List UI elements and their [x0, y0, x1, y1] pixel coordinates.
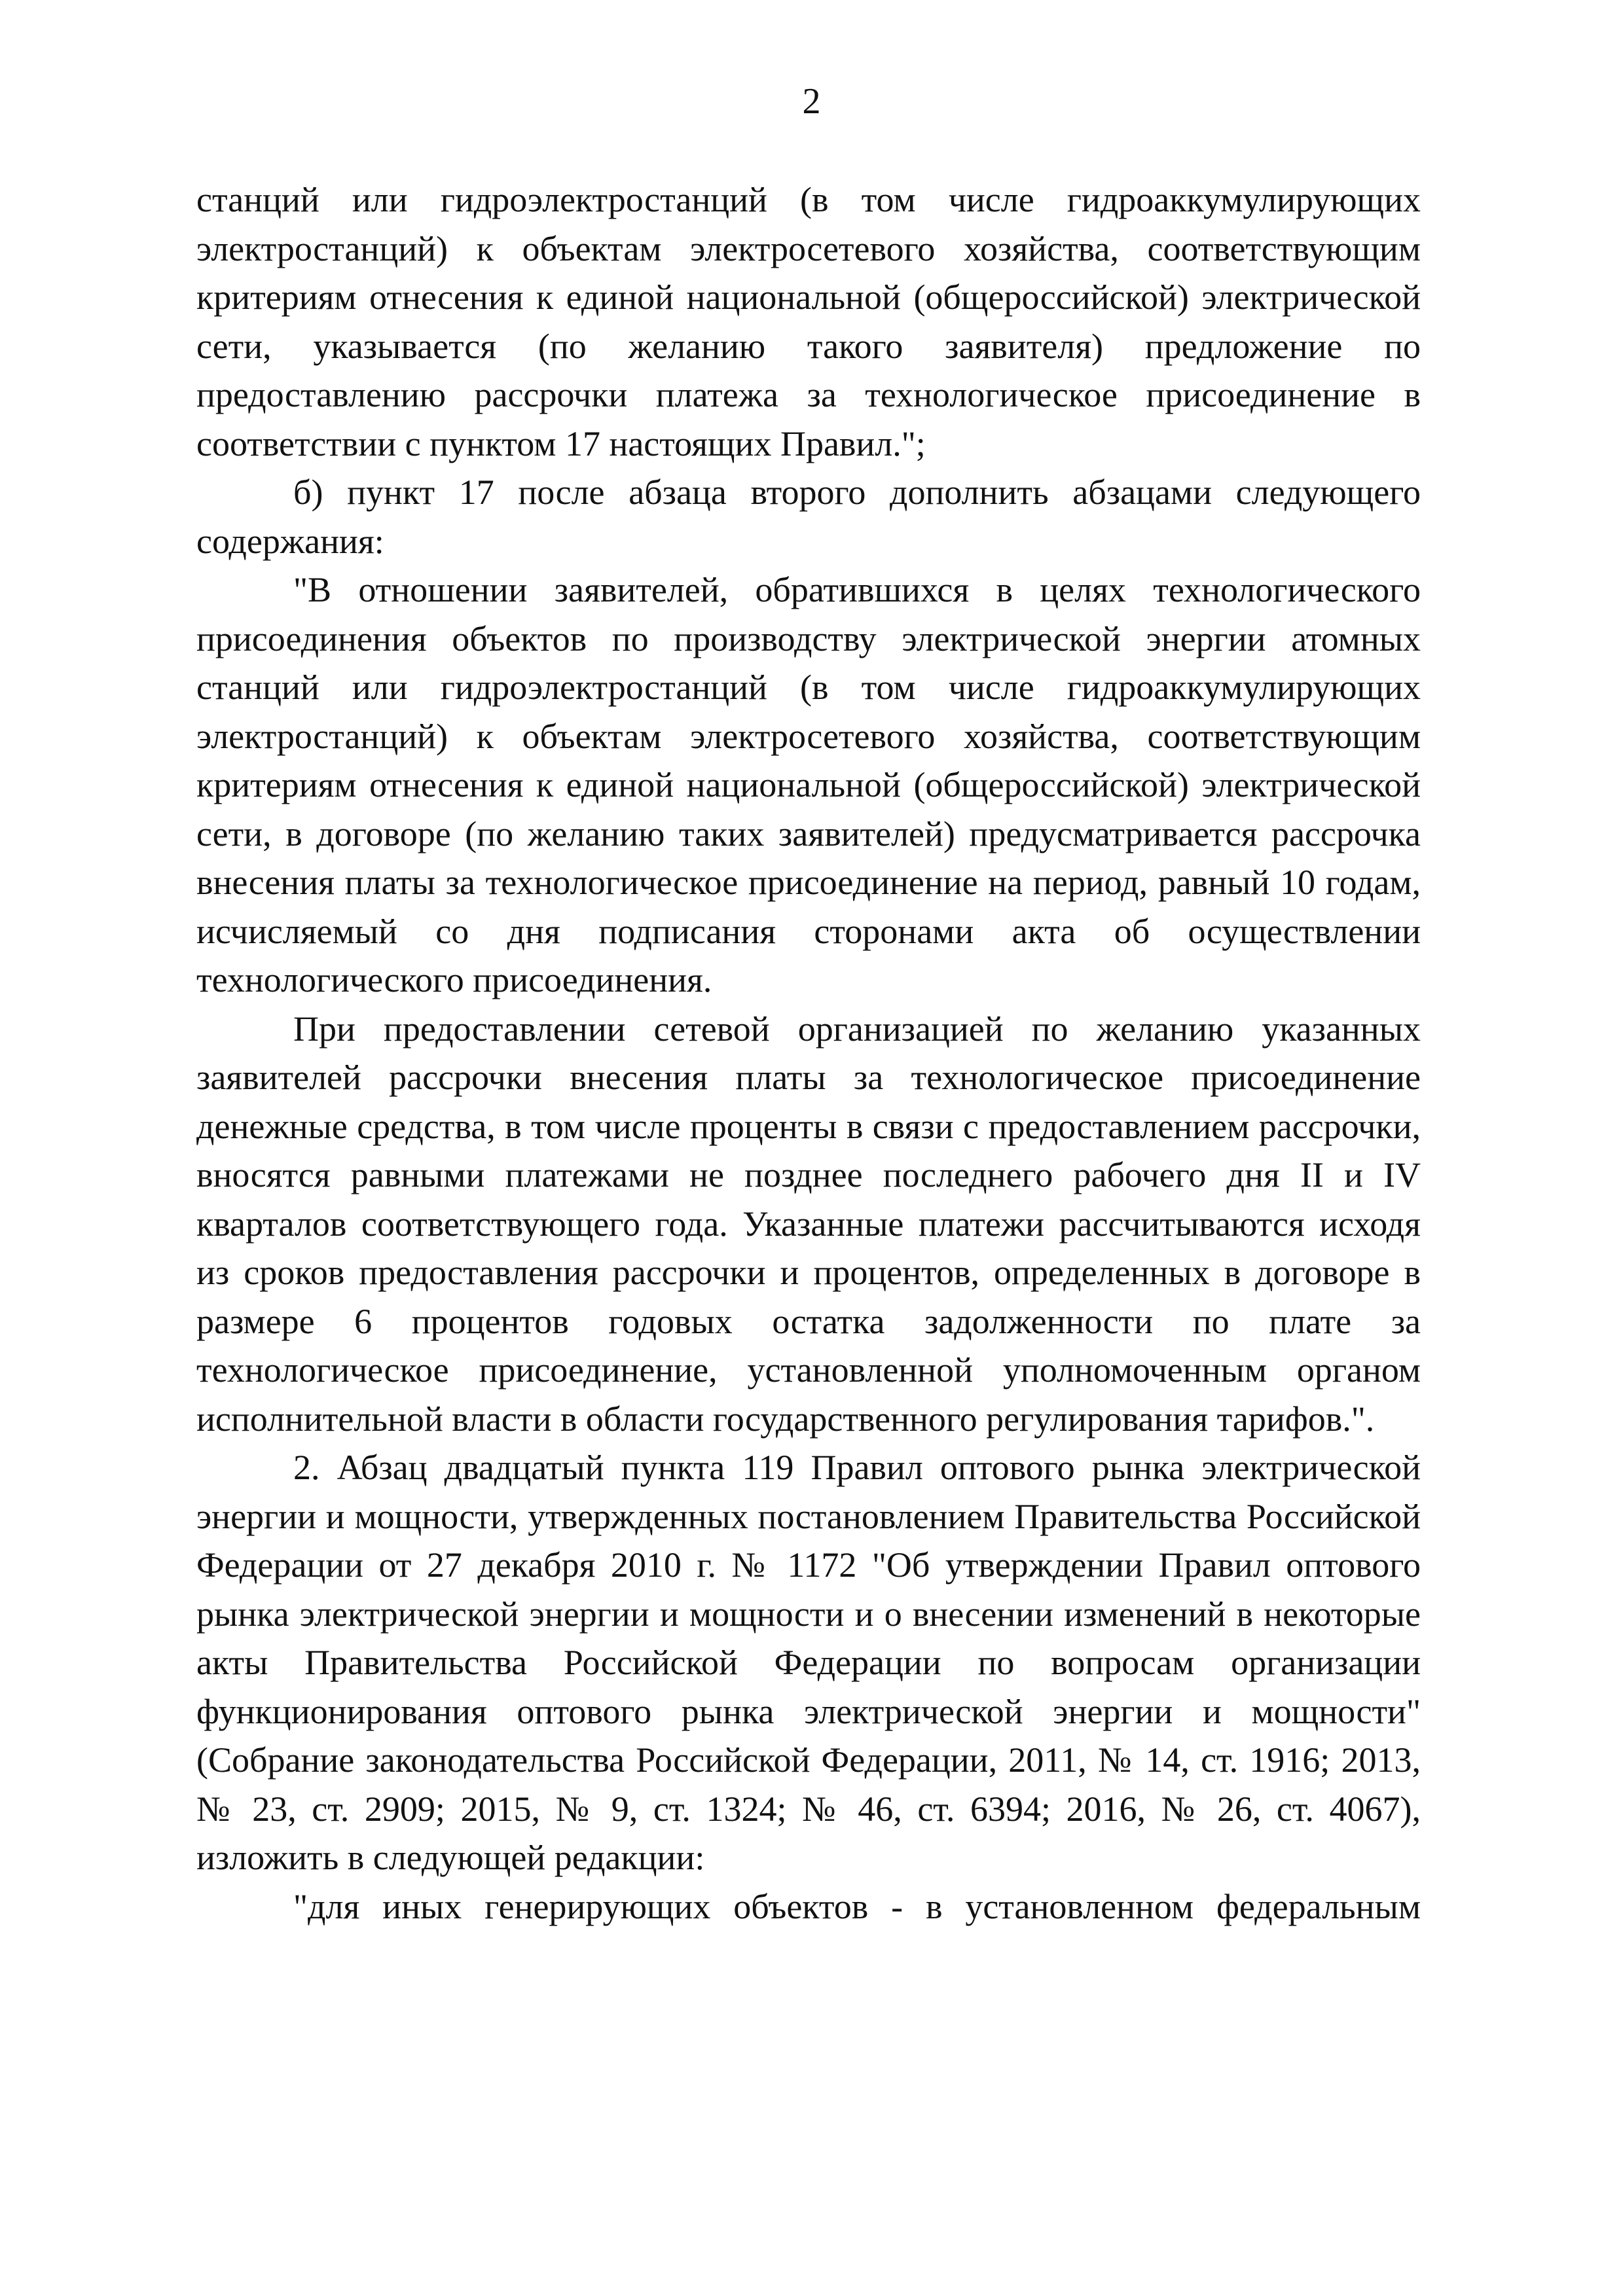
paragraph-quoted-applicants: "В отношении заявителей, обратившихся в целях технологического присоединения объектов по производству электрической энергии атомных станций или гидроэлектростанций (в том числе гидроаккумулирующих электростанций) к объектам электросетевого хозяйства, соответствующим критериям отнесения к единой национальной (общероссийской) электрической сети, в договоре (по желанию таких заявителей) предусматривается рассрочка внесения платы за технологическое присоединение на период, равный 10 годам, исчисляемый со дня подписания сторонами акта об осуществлении технологического присоединения.: [196, 570, 1421, 999]
page-number: 2: [802, 81, 821, 122]
paragraph-continuation: станций или гидроэлектростанций (в том числе гидроаккумулирующих электростанций) к объектам электросетевого хозяйства, соответствующим критериям отнесения к единой национальной (общероссийской) электрической сети, указывается (по желанию такого заявителя) предложение по предоставлению рассрочки платежа за технологическое присоединение в соответствии с пунктом 17 настоящих Правил.";: [196, 180, 1421, 463]
paragraph-subpoint-b: б) пункт 17 после абзаца второго дополнить абзацами следующего содержания:: [196, 473, 1421, 561]
paragraph-installment-payments: При предоставлении сетевой организацией по желанию указанных заявителей рассрочки внесения платы за технологическое присоединение денежные средства, в том числе проценты в связи с предоставлением рассрочки, вносятся равными платежами не позднее последнего рабочего дня II и IV кварталов соответствующего года. Указанные платежи рассчитываются исходя из сроков предоставления рассрочки и процентов, определенных в договоре в размере 6 процентов годовых остатка задолженности по плате за технологическое присоединение, установленной уполномоченным органом исполнительной власти в области государственного регулирования тарифов.".: [196, 1009, 1421, 1439]
paragraph-item-2: 2. Абзац двадцатый пункта 119 Правил оптового рынка электрической энергии и мощности, утвержденных постановлением Правительства Российской Федерации от 27 декабря 2010 г. № 1172 "Об утверждении Правил оптового рынка электрической энергии и мощности и о внесении изменений в некоторые акты Правительства Российской Федерации по вопросам организации функционирования оптового рынка электрической энергии и мощности" (Собрание законодательства Российской Федерации, 2011, № 14, ст. 1916; 2013, № 23, ст. 2909; 2015, № 9, ст. 1324; № 46, ст. 6394; 2016, № 26, ст. 4067), изложить в следующей редакции:: [196, 1448, 1421, 1877]
document-body: [196, 175, 1421, 1931]
paragraph-quoted-generating-objects: "для иных генерирующих объектов - в установленном федеральным: [293, 1886, 1421, 1926]
